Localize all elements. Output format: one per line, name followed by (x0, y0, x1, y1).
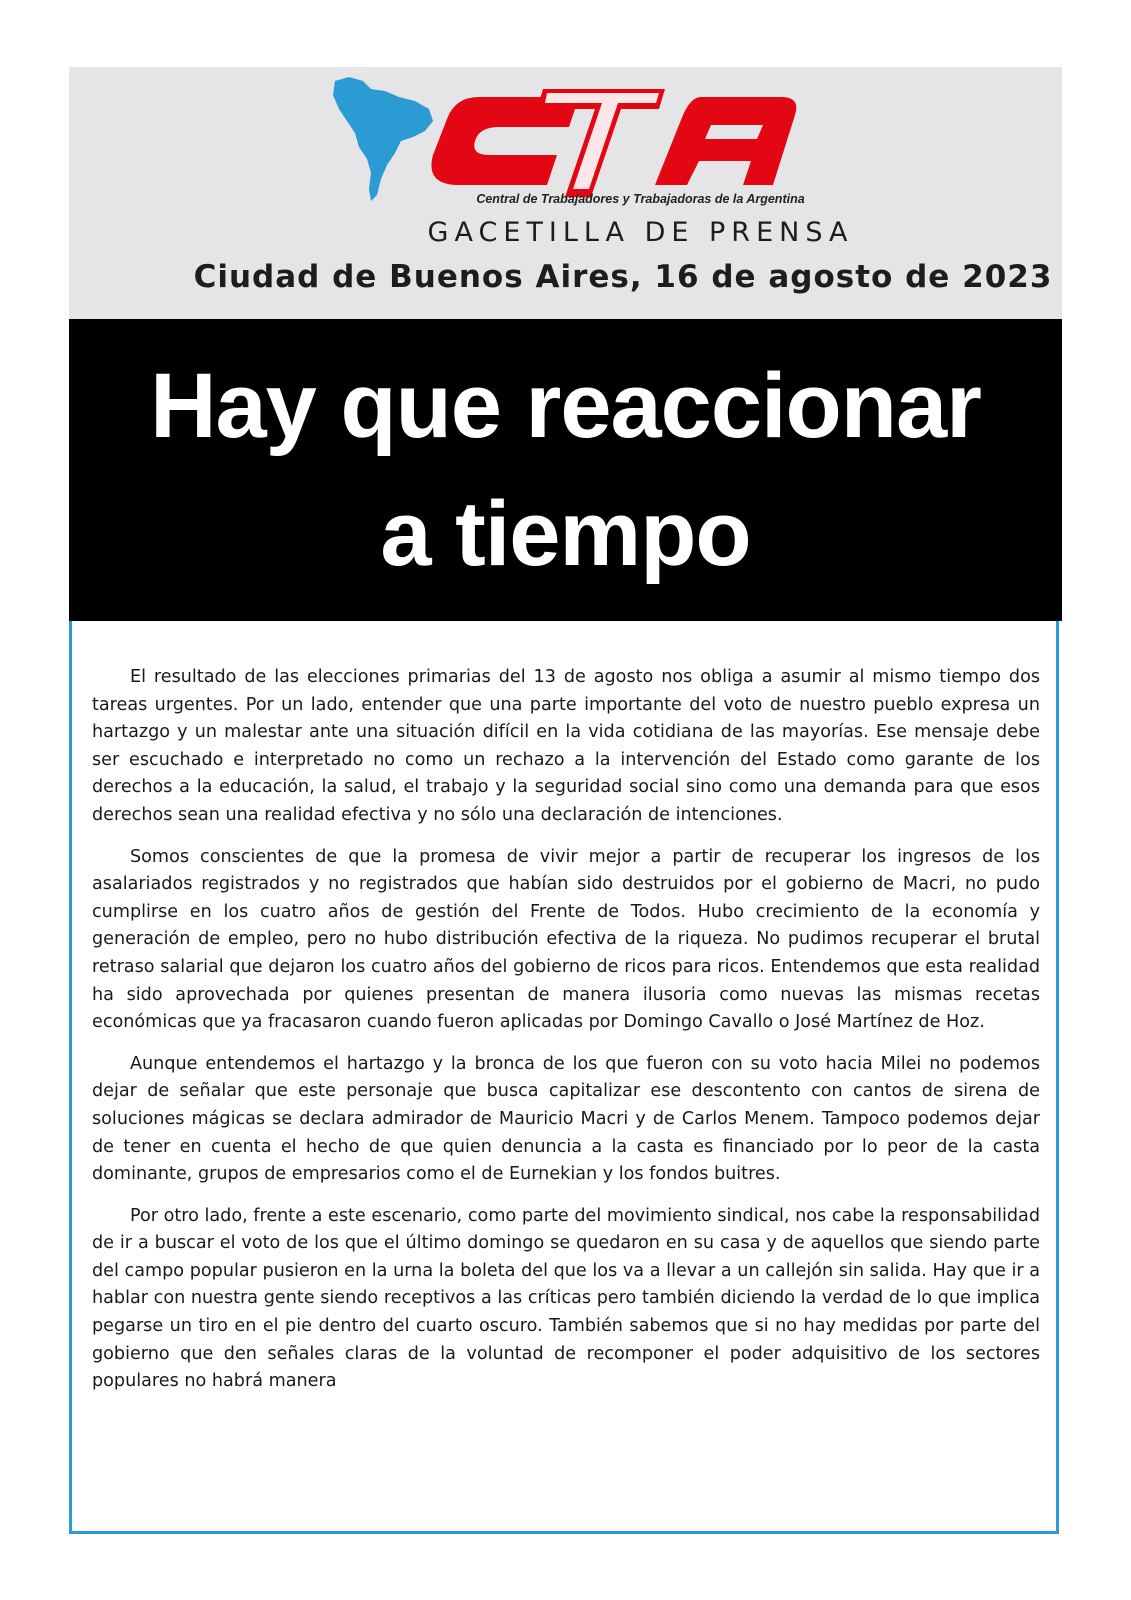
press-header (69, 67, 1062, 319)
logo-letter-c (431, 97, 579, 185)
paragraph: El resultado de las elecciones primarias del 13 de agosto nos obliga a asumir al mismo tiempo dos tareas urgentes. Por un lado, entender que una parte importante del voto de nuestro pueblo expresa un hartazgo y un malestar ante una situación difícil en la vida cotidiana de las mayorías. Ese mensaje debe ser escuchado e interpretado no como un rechazo a la intervención del Estado como garante de los derechos a la educación, la salud, el trabajo y la seguridad social sino como una demanda para que esos derechos sean una realidad efectiva y no sólo una declaración de intenciones. (92, 667, 1040, 825)
headline-line-2: a tiempo (380, 483, 751, 585)
press-release-label: GACETILLA DE PRENSA (427, 217, 854, 248)
article-body (92, 664, 1040, 1410)
paragraph: Por otro lado, frente a este escenario, como parte del movimiento sindical, nos cabe la responsabilidad de ir a buscar el voto de los que el último domingo se quedaron en su casa y de aquellos que siendo parte del campo popular pusieron en la urna la boleta del que los va a llevar a un callejón sin salida. Hay que ir a hablar con nuestra gente siendo receptivos a las críticas pero también diciendo la verdad de lo que implica pegarse un tiro en el pie dentro del cuarto oscuro. También sabemos que si no hay medidas por parte del gobierno que den señales claras de la voluntad de recomponer el poder adquisitivo de los sectores populares no habrá manera (92, 1205, 1040, 1392)
logo-letter-a (655, 97, 796, 185)
dateline: Ciudad de Buenos Aires, 16 de agosto de 2023 (193, 259, 1053, 295)
paragraph: Somos conscientes de que la promesa de vivir mejor a partir de recuperar los ingresos de los asalariados registrados y no registrados que habían sido destruidos por el gobierno de Macri, no pudo cumplirse en los cuatro años de gestión del Frente de Todos. Hubo crecimiento de la economía y generación de empleo, pero no hubo distribución efectiva de la riqueza. No pudimos recuperar el brutal retraso salarial que dejaron los cuatro años del gobierno de ricos para ricos. Entendemos que esta realidad ha sido aprovechada por quienes presentan de manera ilusoria como nuevas las mismas recetas económicas que ya fracasaron cuando fueron aplicadas por Domingo Cavallo o José Martínez de Hoz. (92, 846, 1040, 1033)
cta-logo (329, 75, 809, 203)
headline-block (69, 319, 1062, 621)
headline-line-1: Hay que reaccionar (150, 355, 981, 457)
organization-name: Central de Trabajadores y Trabajadoras de la Argentina (476, 192, 805, 206)
latin-america-map-icon (333, 77, 433, 201)
paragraph: Aunque entendemos el hartazgo y la bronca de los que fueron con su voto hacia Milei no podemos dejar de señalar que este personaje que busca capitalizar ese descontento con cantos de sirena de soluciones mágicas se declara admirador de Mauricio Macri y de Carlos Menem. Tampoco podemos dejar de tener en cuenta el hecho de que quien denuncia a la casta es financiado por lo peor de la casta dominante, grupos de empresarios como el de Eurnekian y los fondos buitres. (92, 1053, 1040, 1185)
